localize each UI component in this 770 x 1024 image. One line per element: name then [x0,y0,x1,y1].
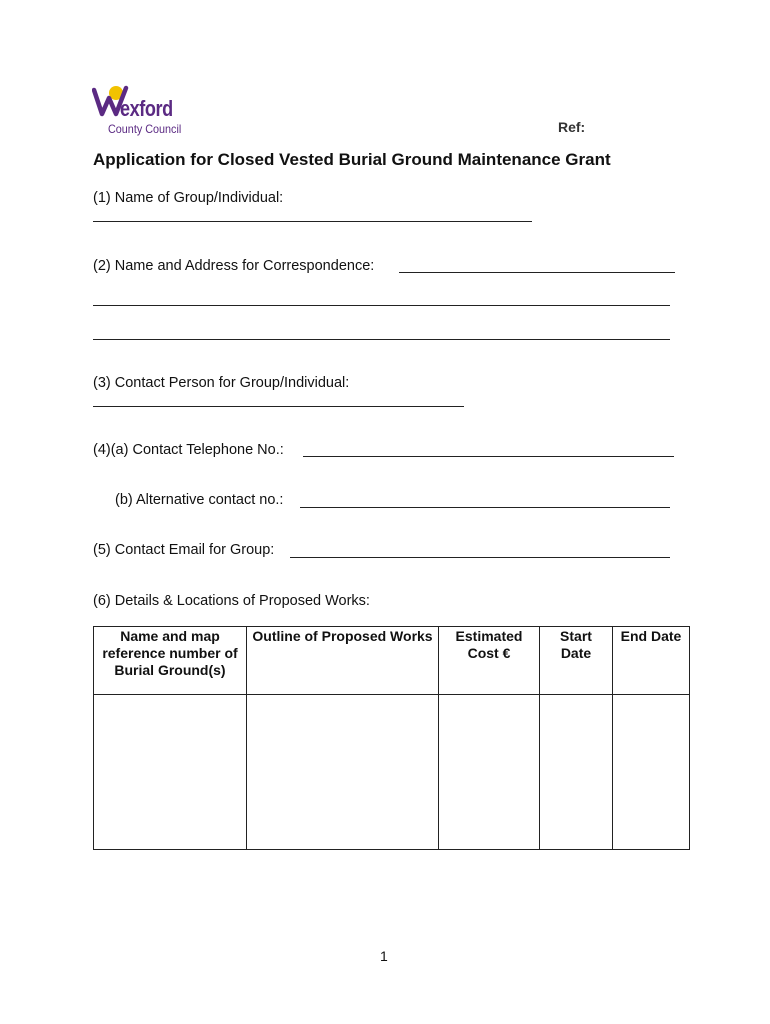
proposed-works-table [93,626,690,850]
column-header-end-date: End Date [613,627,690,695]
ref-label: Ref: [558,119,586,135]
q2-input-line-2[interactable] [93,305,670,306]
cell-start-date[interactable] [540,695,613,850]
column-header-estimated-cost: Estimated Cost € [439,627,540,695]
column-header-burial-ground: Name and map reference number of Burial Ground(s) [94,627,247,695]
column-header-outline-works: Outline of Proposed Works [247,627,439,695]
table-header-row [94,627,690,695]
column-header-start-date: Start Date [540,627,613,695]
q5-label: (5) Contact Email for Group: [93,542,275,558]
q5-input-line[interactable] [290,557,670,558]
q2-label: (2) Name and Address for Correspondence: [93,258,375,274]
table-row [94,695,690,850]
q4b-label: (b) Alternative contact no.: [115,492,284,508]
q6-label: (6) Details & Locations of Proposed Works: [93,593,370,609]
logo-wordmark: exford [120,96,173,121]
cell-burial-ground[interactable] [94,695,247,850]
q2-input-line-1[interactable] [399,272,675,273]
q1-input-line[interactable] [93,221,532,222]
form-title: Application for Closed Vested Burial Ground Maintenance Grant [93,150,611,169]
q4a-label: (4)(a) Contact Telephone No.: [93,442,284,458]
cell-end-date[interactable] [613,695,690,850]
page-number: 1 [380,948,388,964]
q4a-input-line[interactable] [303,456,674,457]
cell-outline-works[interactable] [247,695,439,850]
q2-input-line-3[interactable] [93,339,670,340]
q4b-input-line[interactable] [300,507,670,508]
logo-subtitle: County Council [108,122,182,136]
q1-label: (1) Name of Group/Individual: [93,190,284,206]
q3-input-line[interactable] [93,406,464,407]
q3-label: (3) Contact Person for Group/Individual: [93,375,350,391]
wexford-county-council-logo [92,84,202,140]
cell-estimated-cost[interactable] [439,695,540,850]
